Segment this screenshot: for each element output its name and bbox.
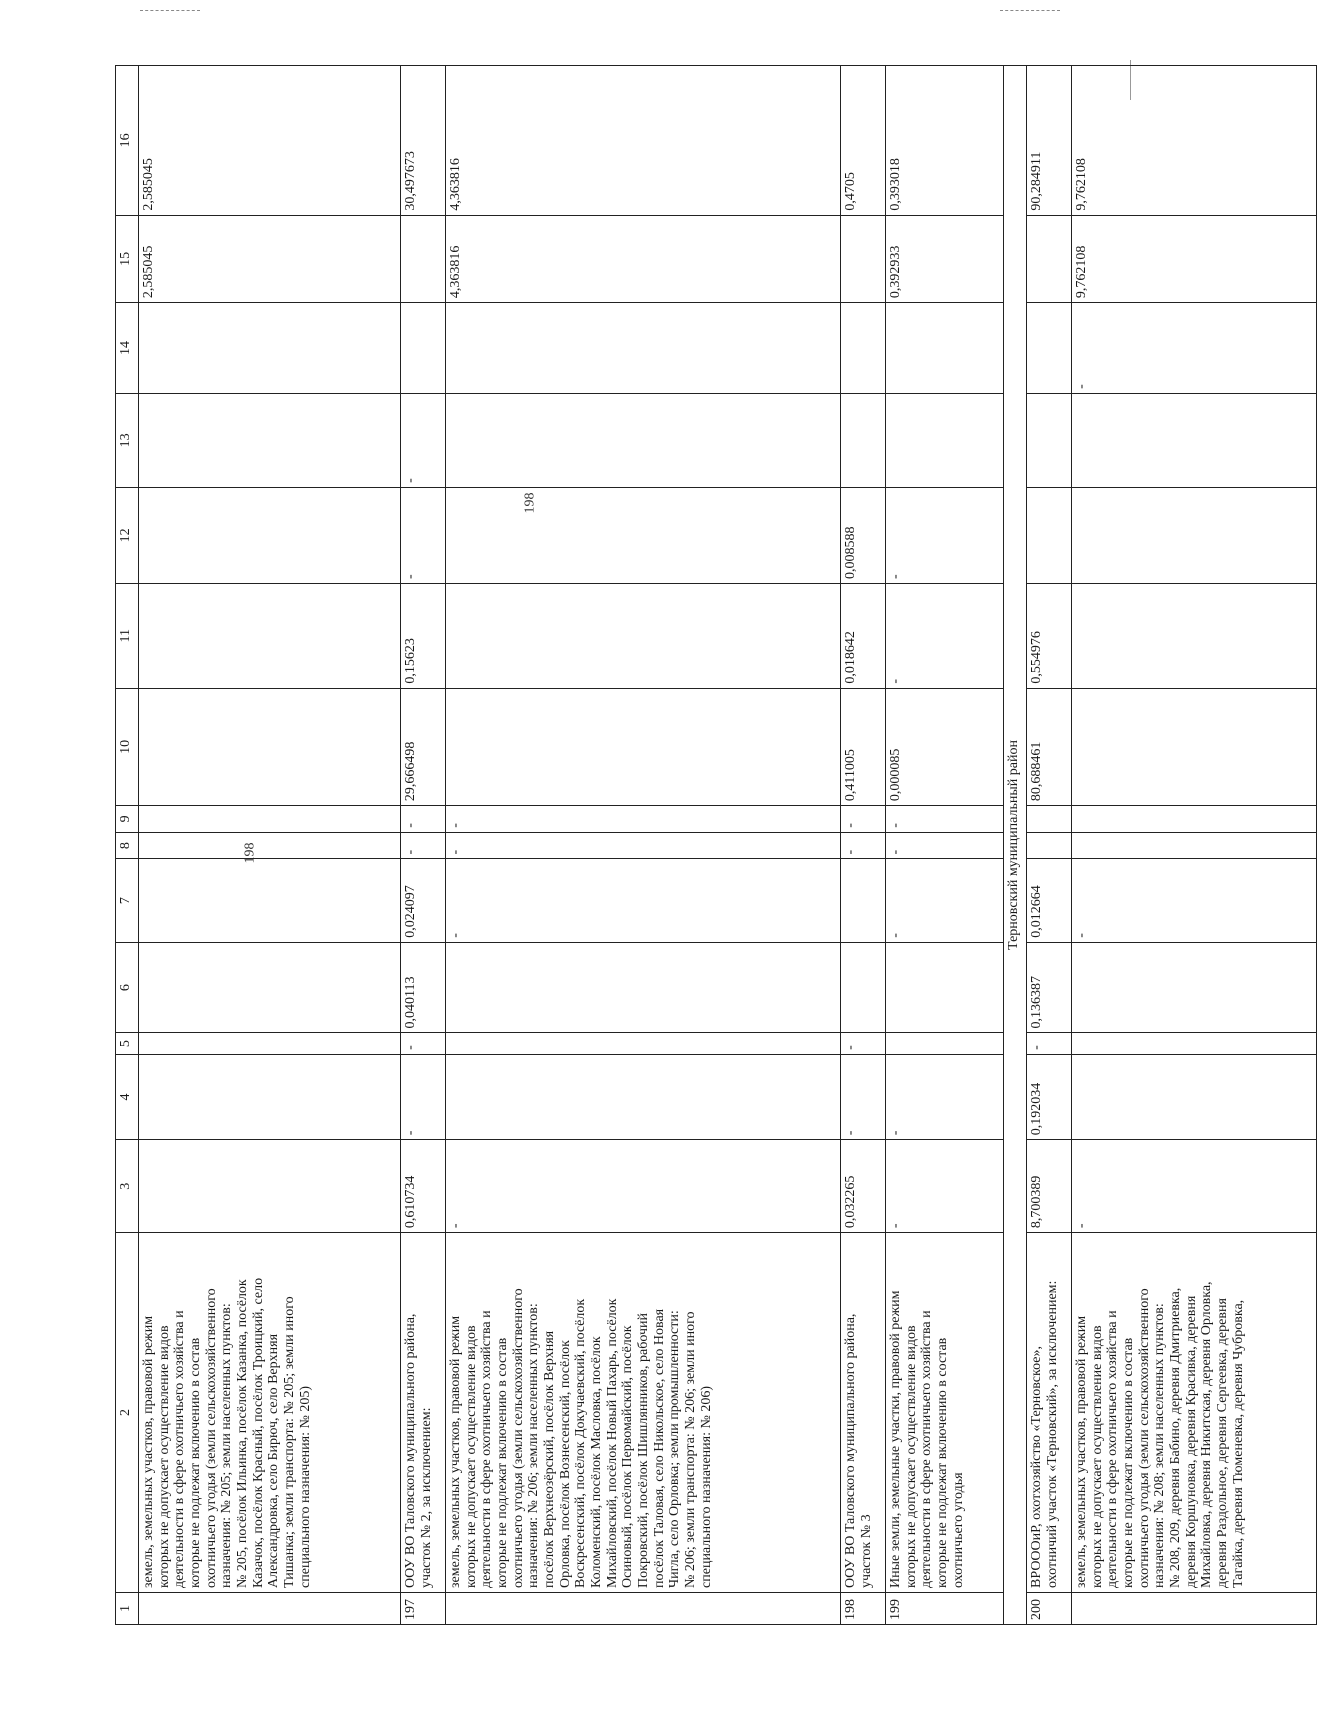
header-cell: 12 — [116, 487, 139, 583]
area-value — [1027, 303, 1072, 394]
row-number — [446, 1592, 841, 1624]
area-value: 80,688461 — [1027, 688, 1072, 805]
area-value: - — [401, 832, 446, 859]
area-value — [1072, 806, 1317, 833]
area-value: - — [886, 583, 1004, 688]
rotated-document-sheet — [115, 65, 1246, 1625]
area-value: - — [446, 832, 841, 859]
area-value — [401, 303, 446, 394]
table-row — [841, 66, 886, 1625]
page-number-top: 198 — [522, 492, 538, 514]
district-title: Терновский муниципальный район — [1004, 66, 1027, 1625]
header-cell: 7 — [116, 859, 139, 942]
area-value — [446, 1054, 841, 1139]
header-cell: 5 — [116, 1033, 139, 1054]
area-value: - — [1072, 1140, 1317, 1233]
area-value — [446, 303, 841, 394]
scan-noise-top — [140, 10, 200, 17]
area-value — [1072, 942, 1317, 1033]
area-value: - — [1027, 1033, 1072, 1054]
page-number-side: 198 — [242, 842, 258, 864]
area-value — [841, 393, 886, 487]
area-value — [1027, 806, 1072, 833]
header-cell: 9 — [116, 806, 139, 833]
area-value — [446, 583, 841, 688]
area-value: - — [886, 1054, 1004, 1139]
header-row — [116, 66, 139, 1625]
area-value — [841, 303, 886, 394]
area-value: 0,411005 — [841, 688, 886, 805]
table-row — [1072, 66, 1317, 1625]
area-value: 0,024097 — [401, 859, 446, 942]
area-value — [401, 215, 446, 303]
row-number: 200 — [1027, 1592, 1072, 1624]
header-cell: 2 — [116, 1233, 139, 1593]
area-value: 30,497673 — [401, 66, 446, 216]
area-value — [1072, 1033, 1317, 1054]
area-value: 0,192034 — [1027, 1054, 1072, 1139]
table-row — [446, 66, 841, 1625]
area-value — [886, 393, 1004, 487]
row-number: 199 — [886, 1592, 1004, 1624]
area-value — [446, 688, 841, 805]
row-number — [1072, 1592, 1317, 1624]
scan-noise-top-right — [1000, 10, 1060, 17]
table-row — [139, 66, 401, 1625]
area-value — [1027, 487, 1072, 583]
table-row — [886, 66, 1004, 1625]
row-number — [139, 1592, 401, 1624]
header-cell: 8 — [116, 832, 139, 859]
area-value — [1072, 1054, 1317, 1139]
area-value: 0,554976 — [1027, 583, 1072, 688]
area-value — [139, 583, 401, 688]
area-value — [1027, 393, 1072, 487]
area-value — [1072, 583, 1317, 688]
table-row — [401, 66, 446, 1625]
area-description: ООУ ВО Таловского муниципального района, участок № 3 — [841, 1233, 886, 1593]
area-value: 0,000085 — [886, 688, 1004, 805]
area-value: - — [401, 1033, 446, 1054]
area-value: 0,4705 — [841, 66, 886, 216]
area-value — [886, 1033, 1004, 1054]
area-value — [446, 393, 841, 487]
area-value: 0,392933 — [886, 215, 1004, 303]
area-value: 9,762108 — [1072, 215, 1317, 303]
area-value: 0,610734 — [401, 1140, 446, 1233]
area-value: 8,700389 — [1027, 1140, 1072, 1233]
area-value: 0,032265 — [841, 1140, 886, 1233]
area-value — [1072, 393, 1317, 487]
area-value: - — [886, 806, 1004, 833]
header-cell: 11 — [116, 583, 139, 688]
area-value — [446, 1033, 841, 1054]
area-value: 0,393018 — [886, 66, 1004, 216]
area-value — [841, 942, 886, 1033]
area-description: ВРОООиР, охотхозяйство «Терновское», охотничий участок «Терновский», за исключением: — [1027, 1233, 1072, 1593]
area-value — [139, 688, 401, 805]
area-value: - — [886, 1140, 1004, 1233]
area-value — [139, 1054, 401, 1139]
area-description: Иные земли, земельные участки, правовой режим которых не допускает осуществление видов деятельности в сфере охотничьего хозяйства и которые не подлежат включению в состав охотничьего угодья — [886, 1233, 1004, 1593]
area-value — [1072, 832, 1317, 859]
district-row — [1004, 66, 1027, 1625]
area-value — [886, 303, 1004, 394]
area-value: 4,363816 — [446, 66, 841, 216]
header-cell: 13 — [116, 393, 139, 487]
table-row — [1027, 66, 1072, 1625]
area-value — [1027, 215, 1072, 303]
area-value: - — [401, 393, 446, 487]
header-cell: 1 — [116, 1592, 139, 1624]
area-value — [139, 832, 401, 859]
area-value: - — [886, 832, 1004, 859]
area-value — [139, 303, 401, 394]
area-value — [139, 393, 401, 487]
area-value — [1027, 832, 1072, 859]
area-value: 4,363816 — [446, 215, 841, 303]
area-description: ООУ ВО Таловского муниципального района, участок № 2, за исключением: — [401, 1233, 446, 1593]
area-description: земель, земельных участков, правовой режим которых не допускает осуществление видов деятельности в сфере охотничьего хозяйства и которые не подлежат включению в состав охотничьего угодья (земли сельскохозяйственного назначения: № 205; земли населенных пунктов: № 205, посёлок Ильинка, посёлок Казанка, посёлок Казачок, посёлок Красный, посёлок Троицкий, село Александровка, село Бирюч, село Верхняя Тишанка; земли транспорта: № 205; земли иного специального назначения: № 205) — [139, 1233, 401, 1593]
area-value: 2,585045 — [139, 66, 401, 216]
row-number: 197 — [401, 1592, 446, 1624]
area-value: 0,008588 — [841, 487, 886, 583]
area-value: - — [446, 806, 841, 833]
header-cell: 15 — [116, 215, 139, 303]
area-value: 0,012664 — [1027, 859, 1072, 942]
area-value: - — [841, 832, 886, 859]
area-value: - — [446, 859, 841, 942]
area-value: 9,762108 — [1072, 66, 1317, 216]
area-value — [841, 215, 886, 303]
area-value: 90,284911 — [1027, 66, 1072, 216]
area-value — [841, 859, 886, 942]
area-value: - — [401, 806, 446, 833]
area-value: - — [886, 487, 1004, 583]
area-value: - — [841, 806, 886, 833]
area-value: 0,040113 — [401, 942, 446, 1033]
row-number: 198 — [841, 1592, 886, 1624]
area-value — [446, 942, 841, 1033]
area-value: - — [446, 1140, 841, 1233]
area-description: земель, земельных участков, правовой режим которых не допускает осуществление видов деятельности в сфере охотничьего хозяйства и которые не подлежат включению в состав охотничьего угодья (земли сельскохозяйственного назначения: № 208; земли населенных пунктов: № 208, 209, деревня Бабино, деревня Дмитриевка, деревня Коршуновка, деревня Красивка, деревня Михайловка, деревня Никитская, деревня Орловка, деревня Раздольное, деревня Сергеевка, деревня Тагайка, деревня Тюменевка, деревня Чубровка, — [1072, 1233, 1317, 1593]
area-value: - — [1072, 303, 1317, 394]
header-cell: 14 — [116, 303, 139, 394]
area-description: земель, земельных участков, правовой режим которых не допускает осуществление видов деятельности в сфере охотничьего хозяйства и которые не подлежат включению в состав охотничьего угодья (земли сельскохозяйственного назначения: № 206; земли населенных пунктов: посёлок Верхнеозёрский, посёлок Верхняя Орловка, посёлок Вознесенский, посёлок Воскресенский, посёлок Докучаевский, посёлок Коломенский, посёлок Масловка, посёлок Михайловский, посёлок Новый Пахарь, посёлок Осиновый, посёлок Первомайский, посёлок Покровский, посёлок Шишлянников, рабочий посёлок Таловая, село Никольское, село Новая Чигла, село Орловка; земли промышленности: № 206; земли транспорта: № 206; земли иного специального назначения: № 206) — [446, 1233, 841, 1593]
header-cell: 4 — [116, 1054, 139, 1139]
area-value: - — [886, 859, 1004, 942]
land-table — [115, 65, 1317, 1625]
area-value — [139, 1033, 401, 1054]
area-value — [139, 1140, 401, 1233]
area-value: - — [401, 487, 446, 583]
header-cell: 6 — [116, 942, 139, 1033]
area-value — [446, 487, 841, 583]
area-value: - — [401, 1054, 446, 1139]
area-value: 29,666498 — [401, 688, 446, 805]
area-value — [139, 859, 401, 942]
area-value — [139, 487, 401, 583]
header-cell: 3 — [116, 1140, 139, 1233]
area-value — [1072, 688, 1317, 805]
area-value — [1072, 487, 1317, 583]
header-cell: 16 — [116, 66, 139, 216]
area-value: 0,15623 — [401, 583, 446, 688]
area-value: - — [1072, 859, 1317, 942]
area-value: 0,136387 — [1027, 942, 1072, 1033]
area-value: 2,585045 — [139, 215, 401, 303]
area-value — [886, 942, 1004, 1033]
header-cell: 10 — [116, 688, 139, 805]
area-value — [139, 942, 401, 1033]
area-value — [139, 806, 401, 833]
area-value: - — [841, 1054, 886, 1139]
area-value: 0,018642 — [841, 583, 886, 688]
area-value: - — [841, 1033, 886, 1054]
